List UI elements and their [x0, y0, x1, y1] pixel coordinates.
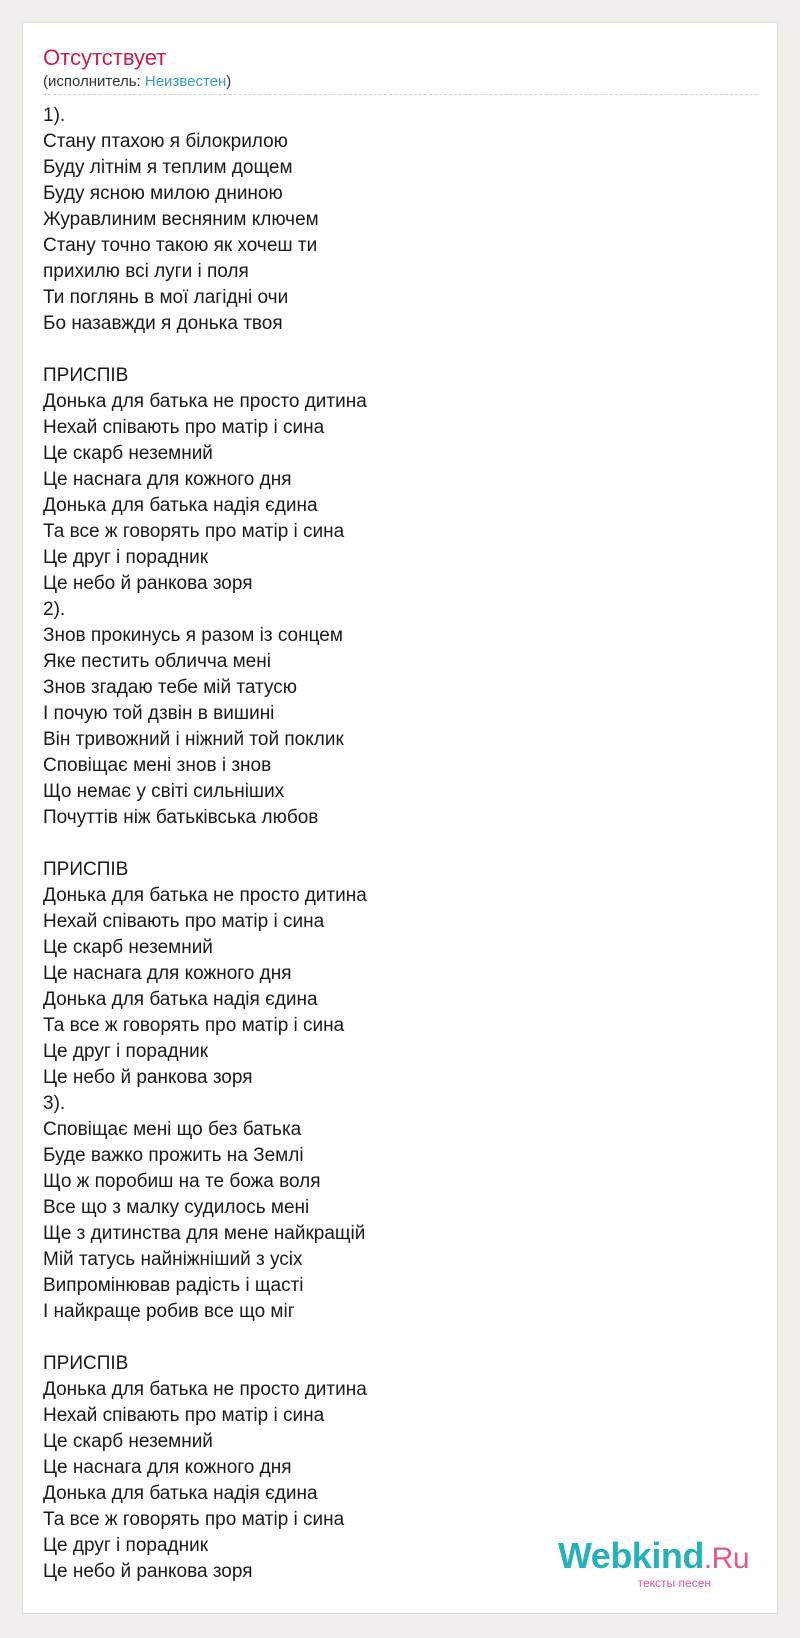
lyric-line: Стану точно такою як хочеш ти: [43, 235, 318, 256]
lyric-line: Що ж поробиш на те божа воля: [43, 1171, 321, 1192]
lyric-line: 2).: [43, 599, 66, 620]
performer-suffix: ): [226, 73, 232, 90]
lyric-line: Та все ж говорять про матір і сина: [43, 521, 345, 542]
lyric-line: Це небо й ранкова зоря: [43, 1067, 253, 1088]
lyric-line: Це небо й ранкова зоря: [43, 573, 253, 594]
logo-brand-name: Webkind: [557, 1535, 704, 1576]
lyric-line: Почуттів ніж батьківська любов: [43, 807, 319, 828]
logo-tagline: тексты песен: [637, 1576, 711, 1590]
lyric-line: ПРИСПІВ: [43, 1353, 129, 1374]
lyric-line: Це наснага для кожного дня: [43, 963, 292, 984]
lyric-line: Донька для батька не просто дитина: [43, 391, 367, 412]
lyric-line: Ще з дитинства для мене найкращій: [43, 1223, 366, 1244]
lyric-line: Це скарб неземний: [43, 937, 213, 958]
lyric-line: Буде важко прожить на Землі: [43, 1145, 304, 1166]
lyric-line: Стану птахою я білокрилою: [43, 131, 288, 152]
lyrics-card: [22, 22, 778, 1614]
lyric-line: ПРИСПІВ: [43, 859, 129, 880]
performer-link[interactable]: Неизвестен: [144, 73, 227, 90]
song-title: Отсутствует: [43, 45, 167, 70]
lyric-line: [43, 337, 367, 363]
lyric-line: І найкраще робив все що міг: [43, 1301, 295, 1322]
lyric-line: Це небо й ранкова зоря: [43, 1561, 253, 1582]
lyric-line: Буду літнім я теплим дощем: [43, 157, 293, 178]
lyrics-text: [43, 103, 367, 1585]
lyric-line: Та все ж говорять про матір і сина: [43, 1509, 345, 1530]
lyric-line: Він тривожний і ніжний той поклик: [43, 729, 344, 750]
lyric-line: Донька для батька надія єдина: [43, 1483, 318, 1504]
lyric-line: Сповіщає мені знов і знов: [43, 755, 272, 776]
lyric-line: Знов прокинусь я разом із сонцем: [43, 625, 343, 646]
lyric-line: Це скарб неземний: [43, 1431, 213, 1452]
lyric-line: Це наснага для кожного дня: [43, 469, 292, 490]
lyric-line: Знов згадаю тебе мій татусю: [43, 677, 298, 698]
lyric-line: Нехай співають про матір і сина: [43, 1405, 325, 1426]
lyric-line: Сповіщає мені що без батька: [43, 1119, 302, 1140]
lyric-line: І почую той дзвін в вишині: [43, 703, 275, 724]
logo-brand: [557, 1535, 749, 1577]
lyric-line: 1).: [43, 105, 66, 126]
lyric-line: Донька для батька надія єдина: [43, 495, 318, 516]
lyric-line: Журавлиним весняним ключем: [43, 209, 319, 230]
lyric-line: Донька для батька надія єдина: [43, 989, 318, 1010]
lyric-line: Мій татусь найніжніший з усіх: [43, 1249, 303, 1270]
lyric-line: Все що з малку судилось мені: [43, 1197, 310, 1218]
lyric-line: Це друг і порадник: [43, 1041, 209, 1062]
lyric-line: Донька для батька не просто дитина: [43, 1379, 367, 1400]
lyric-line: [43, 1325, 367, 1351]
lyric-line: Донька для батька не просто дитина: [43, 885, 367, 906]
logo-tld: .Ru: [703, 1542, 749, 1575]
lyric-line: Що немає у світі сильніших: [43, 781, 285, 802]
lyric-line: Випромінював радість і щасті: [43, 1275, 304, 1296]
lyric-line: ПРИСПІВ: [43, 365, 129, 386]
site-logo[interactable]: [557, 1535, 749, 1590]
lyric-line: Бо назавжди я донька твоя: [43, 313, 283, 334]
lyric-line: [43, 831, 367, 857]
lyric-line: Ти поглянь в мої лагідні очи: [43, 287, 289, 308]
lyric-line: Це скарб неземний: [43, 443, 213, 464]
lyric-line: Нехай співають про матір і сина: [43, 911, 325, 932]
lyric-line: Яке пестить обличча мені: [43, 651, 271, 672]
lyric-line: Буду ясною милою дниною: [43, 183, 283, 204]
lyric-line: Та все ж говорять про матір і сина: [43, 1015, 345, 1036]
performer-line: [43, 73, 231, 91]
lyric-line: 3).: [43, 1093, 66, 1114]
lyric-line: Це наснага для кожного дня: [43, 1457, 292, 1478]
lyric-line: прихилю всі луги і поля: [43, 261, 249, 282]
lyric-line: Нехай співають про матір і сина: [43, 417, 325, 438]
lyric-line: Це друг і порадник: [43, 547, 209, 568]
performer-prefix: (исполнитель:: [43, 73, 145, 90]
title-divider: [43, 94, 758, 95]
lyric-line: Це друг і порадник: [43, 1535, 209, 1556]
